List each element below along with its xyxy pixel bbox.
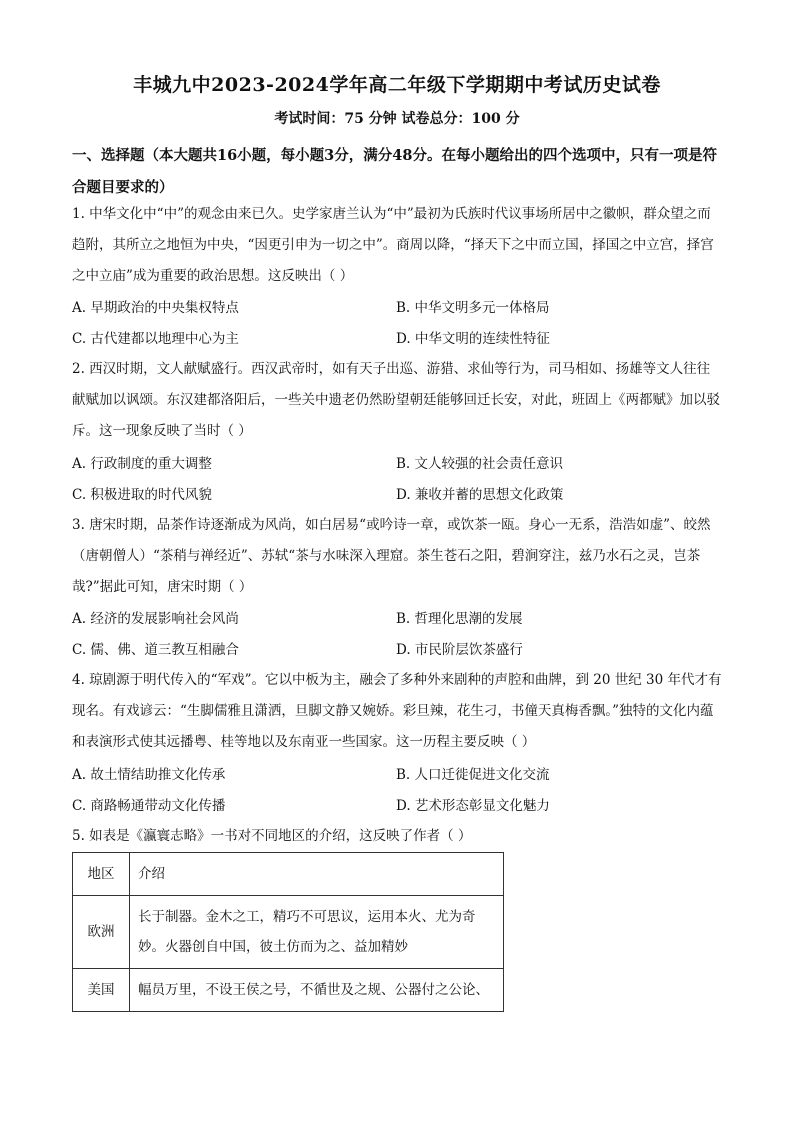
question-3-stem: 3. 唐宋时期，品茶作诗逐渐成为风尚，如白居易“或吟诗一章，或饮茶一瓯。身心一无系，浩浩如虚”、皎然（唐朝僧人）“茶稍与禅经近”、苏轼“茶与水味深入理窟。茶生苍石之阳，碧涧穿注，兹乃水石之灵，岂茶哉?”据此可知，唐宋时期（ ） [72, 517, 711, 595]
option-d: D. 中华文明的连续性特征 [396, 331, 550, 347]
option-c: C. 儒、佛、道三教互相融合 [72, 642, 239, 658]
question-2-stem: 2. 西汉时期，文人献赋盛行。西汉武帝时，如有天子出巡、游猎、求仙等行为，司马相如、扬雄等文人往往献赋加以讽颂。东汉建都洛阳后，一些关中遗老仍然盼望朝廷能够回迁长安，对此，班固上《两都赋》加以驳斥。这一现象反映了当时（ ） [72, 361, 720, 439]
table-cell-region: 欧洲 [73, 896, 130, 969]
option-b: B. 人口迁徙促进文化交流 [396, 767, 550, 783]
option-b: B. 中华文明多元一体格局 [396, 300, 550, 316]
table-header-cell: 介绍 [130, 853, 504, 896]
table-cell-region: 美国 [73, 969, 130, 1012]
section-heading: 一、选择题（本大题共16小题，每小题3分，满分48分。在每小题给出的四个选项中，只有一项是符合题目要求的） [72, 147, 717, 196]
option-c: C. 古代建都以地理中心为主 [72, 331, 239, 347]
option-d: D. 兼收并蓄的思想文化政策 [396, 487, 564, 503]
option-c: C. 商路畅通带动文化传播 [72, 798, 226, 814]
table-row [73, 969, 504, 1012]
option-c: C. 积极进取的时代风貌 [72, 487, 212, 503]
option-d: D. 艺术形态彰显文化魅力 [396, 798, 550, 814]
exam-info: 考试时间：75 分钟 试卷总分：100 分 [274, 111, 520, 127]
table-header-row [73, 853, 504, 896]
table-cell-intro: 幅员万里，不设王侯之号，不循世及之规、公器付之公论、 [130, 969, 504, 1012]
question-1-stem: 1. 中华文化中“中”的观念由来已久。史学家唐兰认为“中”最初为氏族时代议事场所居中之徽帜，群众望之而趋附，其所立之地恒为中央，“因更引申为一切之中”。商周以降，“择天下之中而立国，择国之中立宫，择宫之中立庙”成为重要的政治思想。这反映出（ ） [72, 206, 714, 284]
region-table [72, 852, 504, 1012]
option-a: A. 行政制度的重大调整 [72, 456, 212, 472]
option-b: B. 文人较强的社会责任意识 [396, 456, 564, 472]
table-header-cell: 地区 [73, 853, 130, 896]
table-cell-intro: 长于制器。金木之工，精巧不可思议，运用本火、尤为奇妙。火器创自中国，彼土仿而为之、益加精妙 [130, 896, 504, 969]
option-a: A. 故土情结助推文化传承 [72, 767, 226, 783]
page-title: 丰城九中2023-2024学年高二年级下学期期中考试历史试卷 [133, 74, 661, 96]
question-5-stem: 5. 如表是《瀛寰志略》一书对不同地区的介绍，这反映了作者（ ） [72, 828, 472, 844]
option-a: A. 早期政治的中央集权特点 [72, 300, 239, 316]
table-row [73, 896, 504, 969]
option-d: D. 市民阶层饮茶盛行 [396, 642, 523, 658]
option-a: A. 经济的发展影响社会风尚 [72, 611, 239, 627]
option-b: B. 哲理化思潮的发展 [396, 611, 523, 627]
question-4-stem: 4. 琼剧源于明代传入的“军戏”。它以中板为主，融会了多种外来剧种的声腔和曲牌，到 20 世纪 30 年代才有现名。有戏谚云：“生脚儒雅且潇洒，旦脚文静又婉娇。彩旦辣，花生刁，书僮天真梅香飘。”独特的文化内蕴和表演形式使其远播粤、桂等地以及东南亚一些国家。这一历程主要反映（ ） [72, 672, 722, 750]
